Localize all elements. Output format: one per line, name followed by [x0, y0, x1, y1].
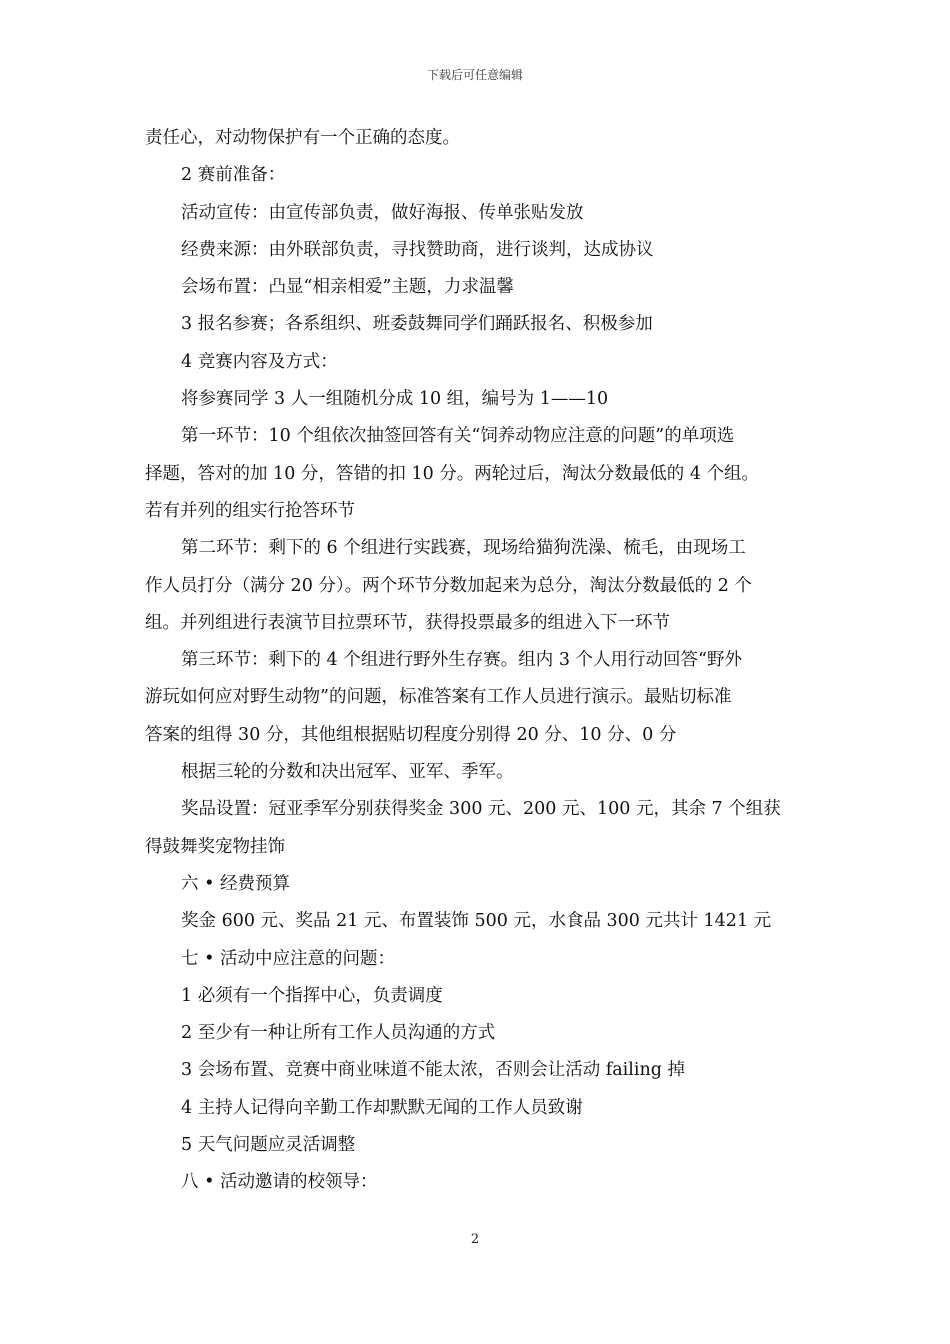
text-line: 六 • 经费预算 [181, 873, 290, 894]
text-line: 作人员打分（满分 20 分）。两个环节分数加起来为总分，淘汰分数最低的 2 个 [145, 575, 752, 596]
text-line: 第三环节：剩下的 4 个组进行野外生存赛。组内 3 个人用行动回答“野外 [181, 650, 742, 671]
text-line: 经费来源：由外联部负责，寻找赞助商，进行谈判，达成协议 [181, 239, 654, 260]
text-line: 若有并列的组实行抢答环节 [145, 500, 355, 521]
text-line: 3 报名参赛；各系组织、班委鼓舞同学们踊跃报名、积极参加 [181, 314, 653, 335]
text-line: 责任心，对动物保护有一个正确的态度。 [145, 128, 460, 148]
text-line: 会场布置：凸显“相亲相爱”主题，力求温馨 [181, 277, 514, 298]
text-line: 3 会场布置、竞赛中商业味道不能太浓，否则会让活动 failing 掉 [181, 1060, 685, 1081]
text-line: 组。并列组进行表演节目拉票环节，获得投票最多的组进入下一环节 [145, 612, 670, 633]
text-line: 第二环节：剩下的 6 个组进行实践赛，现场给猫狗洗澡、梳毛，由现场工 [181, 538, 746, 559]
text-line: 择题，答对的加 10 分，答错的扣 10 分。两轮过后，淘汰分数最低的 4 个组。 [145, 463, 760, 484]
text-line: 根据三轮的分数和决出冠军、亚军、季军。 [181, 762, 514, 783]
text-line: 奖金 600 元、奖品 21 元、布置装饰 500 元，水食品 300 元共计 1421 元 [181, 911, 772, 932]
text-line: 2 赛前准备： [181, 165, 286, 186]
text-line: 4 竞赛内容及方式： [181, 351, 338, 372]
text-line: 得鼓舞奖宠物挂饰 [145, 836, 285, 857]
text-line: 1 必须有一个指挥中心，负责调度 [181, 985, 443, 1006]
text-line: 答案的组得 30 分，其他组根据贴切程度分别得 20 分、10 分、0 分 [145, 724, 677, 745]
text-line: 奖品设置：冠亚季军分别获得奖金 300 元、200 元、100 元，其余 7 个组获 [181, 799, 781, 820]
text-line: 5 天气问题应灵活调整 [181, 1135, 356, 1156]
text-line: 活动宣传：由宣传部负责，做好海报、传单张贴发放 [181, 202, 584, 223]
text-line: 4 主持人记得向辛勤工作却默默无闻的工作人员致谢 [181, 1097, 583, 1118]
text-line: 游玩如何应对野生动物”的问题，标准答案有工作人员进行演示。最贴切标准 [145, 687, 732, 708]
text-line: 八 • 活动邀请的校领导： [181, 1172, 378, 1193]
document-body [145, 120, 811, 1202]
text-line: 第一环节：10 个组依次抽签回答有关“饲养动物应注意的问题”的单项选 [181, 426, 735, 447]
page-number: 2 [470, 1232, 480, 1247]
text-line: 将参赛同学 3 人一组随机分成 10 组，编号为 1——10 [181, 389, 609, 410]
text-line: 2 至少有一种让所有工作人员沟通的方式 [181, 1023, 496, 1044]
text-line: 七 • 活动中应注意的问题： [181, 948, 395, 969]
page-header: 下载后可任意编辑 [426, 68, 523, 82]
